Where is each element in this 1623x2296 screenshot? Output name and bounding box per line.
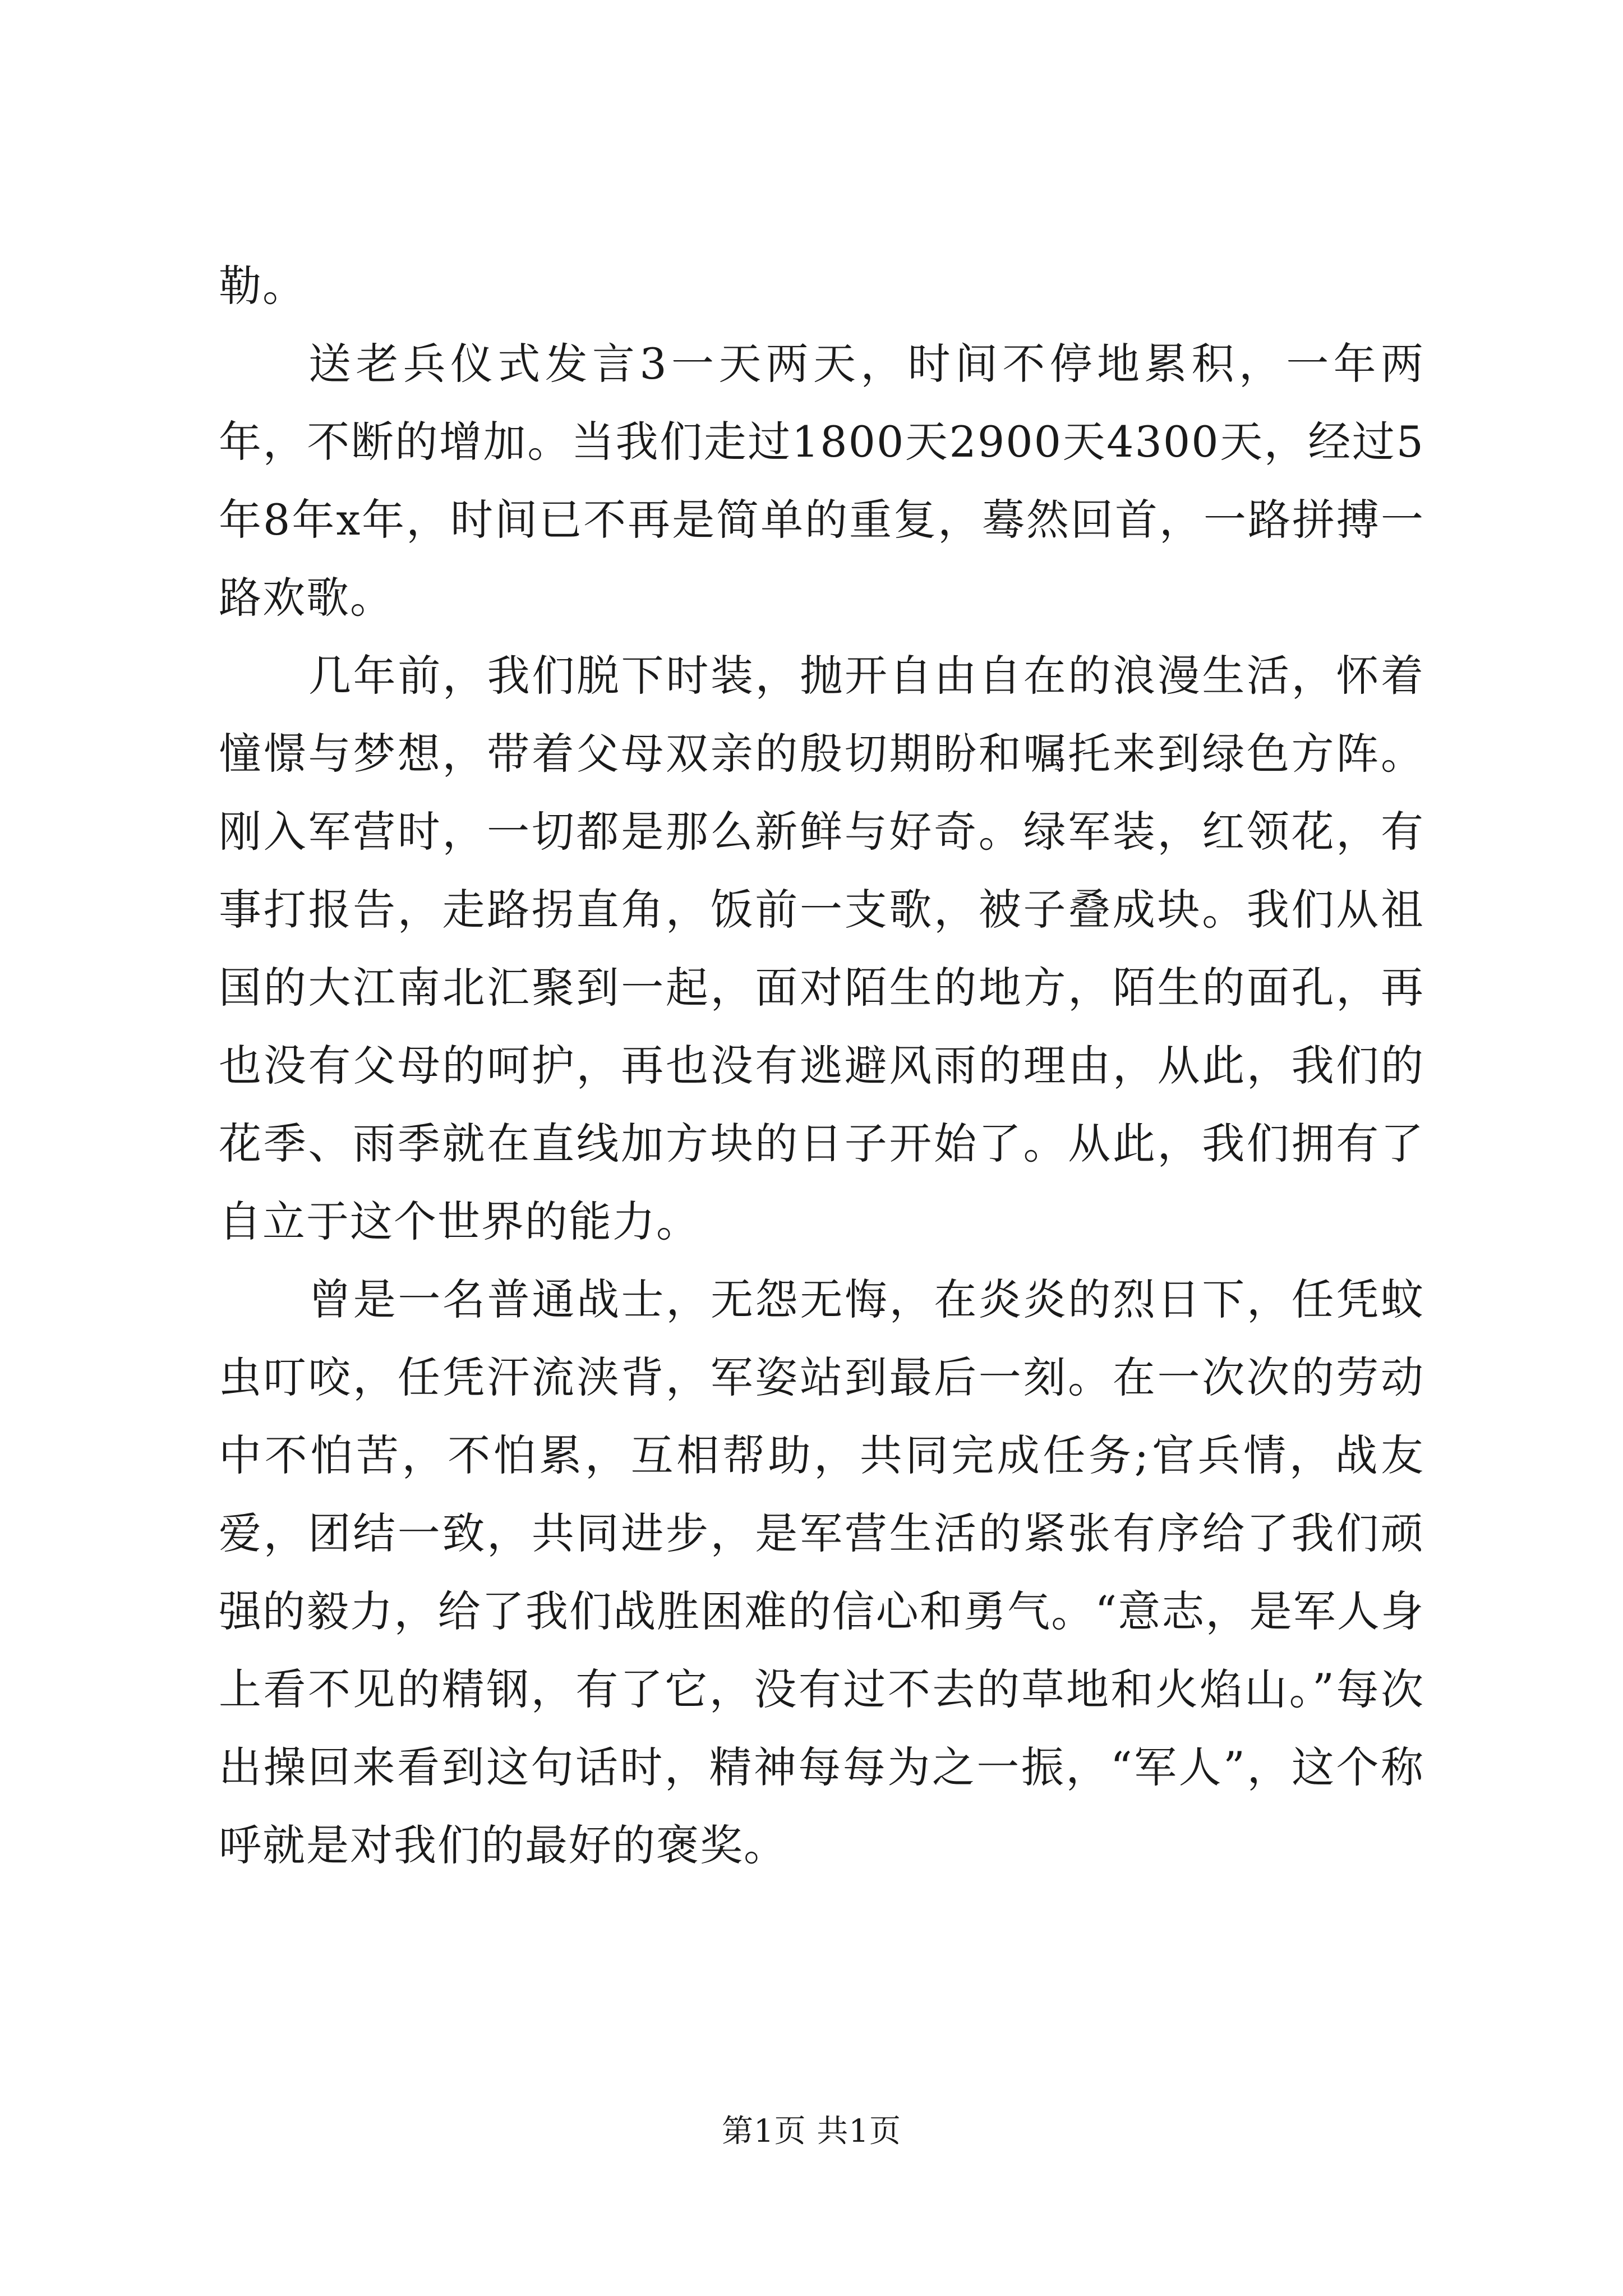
paragraph-1: 勒。: [219, 261, 306, 311]
document-body: [219, 247, 1424, 1884]
paragraph-4: 曾是一名普通战士，无怨无悔，在炎炎的烈日下，任凭蚊虫叮咬，任凭汗流浃背，军姿站到最后一刻。在一次次的劳动中不怕苦，不怕累，互相帮助，共同完成任务;官兵情，战友爱，团结一致，共同进步，是军营生活的紧张有序给了我们顽强的毅力，给了我们战胜困难的信心和勇气。“意志，是军人身上看不见的精钢，有了它，没有过不去的草地和火焰山。”每次出操回来看到这句话时，精神每每为之一振，“军人”，这个称呼就是对我们的最好的褒奖。: [219, 1274, 1424, 1870]
page-footer: 第1页 共1页: [721, 2113, 902, 2150]
paragraph-2: 送老兵仪式发言3一天两天，时间不停地累积，一年两年，不断的增加。当我们走过1800天2900天4300天，经过5年8年x年，时间已不再是简单的重复，蓦然回首，一路拼搏一路欢歌。: [219, 339, 1424, 623]
paragraph-3: 几年前，我们脱下时装，抛开自由自在的浪漫生活，怀着憧憬与梦想，带着父母双亲的殷切期盼和嘱托来到绿色方阵。刚入军营时，一切都是那么新鲜与好奇。绿军装，红领花，有事打报告，走路拐直角，饭前一支歌，被子叠成块。我们从祖国的大江南北汇聚到一起，面对陌生的地方，陌生的面孔，再也没有父母的呵护，再也没有逃避风雨的理由，从此，我们的花季、雨季就在直线加方块的日子开始了。从此，我们拥有了自立于这个世界的能力。: [219, 651, 1424, 1246]
